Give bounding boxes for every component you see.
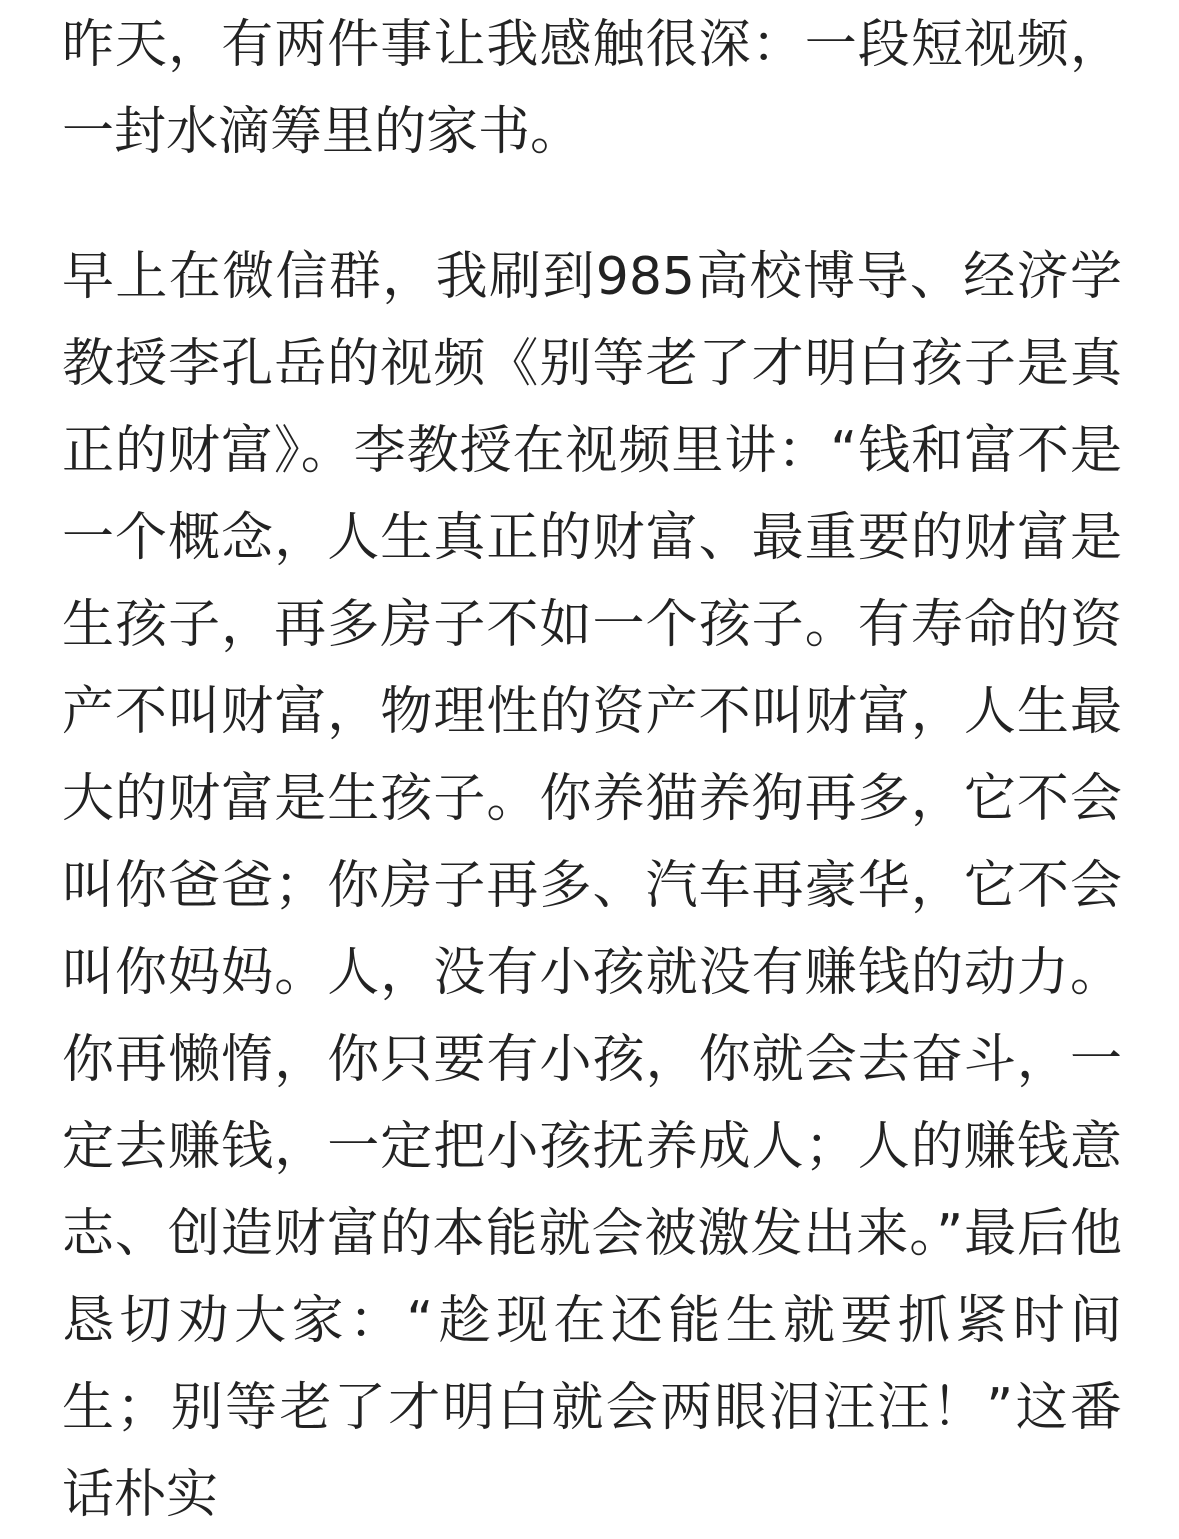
article-paragraph: 早上在微信群，我刷到985高校博导、经济学教授李孔岳的视频《别等老了才明白孩子是真正的财富》。李教授在视频里讲：“钱和富不是一个概念，人生真正的财富、最重要的财富是生孩子，再多房子不如一个孩子。有寿命的资产不叫财富，物理性的资产不叫财富，人生最大的财富是生孩子。你养猫养狗再多，它不会叫你爸爸；你房子再多、汽车再豪华，它不会叫你妈妈。人，没有小孩就没有赚钱的动力。你再懒惰，你只要有小孩，你就会去奋斗，一定去赚钱，一定把小孩抚养成人；人的赚钱意志、创造财富的本能就会被激发出来。”最后他恳切劝大家：“趁现在还能生就要抓紧时间生；别等老了才明白就会两眼泪汪汪！”这番话朴实	[62, 247, 1122, 1525]
article-body	[62, 0, 1122, 1539]
article-paragraph: 昨天，有两件事让我感触很深：一段短视频，一封水滴筹里的家书。	[62, 15, 1122, 162]
